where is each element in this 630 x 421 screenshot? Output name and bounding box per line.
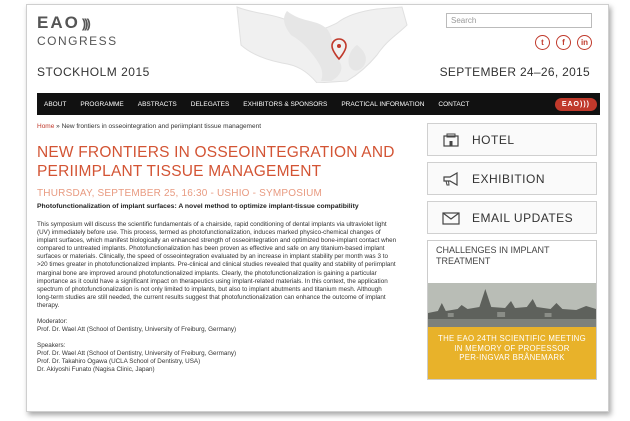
session-description: This symposium will discuss the scientific fundamentals of a chairside, rapid conditioning of dental implants via ultraviolet light (UV) immediately before use. This process, termed as photofunctionalization, induces marked physico-chemical changes of implant surfaces, which manifest biologically an enhanced strength of osseointegration and optimized bone-implant contact when compared to untreated implants. Photofunctionalization has been proven as effective and safe on any titanium-based implant surfaces or materials. Clinically, the speed of osseointegration evaluated by an increase in implant stability per month was 3 to >20 times greater in photofunctionalized implants. Pre-clinical and clinical studies revealed that quality and stability of periimplant marginal bone are improved around photofunctionalized implants. Clearly, the photofunctionalization is gaining a particular importance as it could have a significant impact on therapeutics using implant-related materials. In this context, the application spectrum of photofunctionalization is not only limited to implants, but also to implant abutments and titanium mesh. Although long-term studies are still needed, the current results suggest that photofunctionalization can enhance the outcome of implant therapy. [37, 221, 397, 309]
sidebar [427, 123, 597, 380]
memorial-banner[interactable] [427, 240, 597, 380]
nav-eao-logo[interactable]: EAO))) [555, 98, 597, 111]
logo-eao-text: EAO [37, 13, 80, 32]
main-navigation [37, 93, 600, 115]
moderator-name: Prof. Dr. Wael Att (School of Dentistry, University of Freiburg, Germany) [37, 326, 237, 334]
megaphone-icon [442, 172, 460, 186]
session-lead: Photofunctionalization of implant surfaces: A novel method to optimize implant-tissue compatibility [37, 203, 359, 210]
facebook-icon[interactable]: f [556, 35, 571, 50]
nav-about[interactable]: ABOUT [44, 100, 67, 108]
search-input[interactable]: Search [446, 13, 592, 28]
breadcrumb-home-link[interactable]: Home [37, 123, 55, 130]
hotel-icon [442, 133, 460, 147]
moderator-label: Moderator: [37, 318, 68, 326]
banner-tribute-line: PER-INGVAR BRÅNEMARK [459, 353, 565, 362]
exhibition-label: EXHIBITION [472, 171, 546, 186]
hotel-button[interactable] [427, 123, 597, 156]
linkedin-icon[interactable]: in [577, 35, 592, 50]
session-subtitle: THURSDAY, SEPTEMBER 25, 16:30 - USHIO - SYMPOSIUM [37, 188, 323, 199]
exhibition-button[interactable] [427, 162, 597, 195]
page-title: NEW FRONTIERS IN OSSEOINTEGRATION AND PERIIMPLANT TISSUE MANAGEMENT [37, 144, 395, 180]
session-people [37, 318, 397, 374]
browser-frame [26, 4, 609, 412]
congress-city: STOCKHOLM 2015 [37, 65, 150, 79]
main-content [37, 123, 397, 374]
scandinavia-map [227, 5, 417, 83]
twitter-icon[interactable]: t [535, 35, 550, 50]
eao-congress-logo[interactable] [37, 13, 127, 57]
banner-heading-line: CHALLENGES IN IMPLANT [436, 245, 550, 255]
breadcrumb [37, 123, 397, 130]
speaker-item: Dr. Akiyoshi Funato (Nagisa Clinic, Japan) [37, 366, 155, 374]
breadcrumb-current: » New frontiers in osseointegration and periimplant tissue management [54, 123, 262, 130]
hotel-label: HOTEL [472, 132, 515, 147]
stockholm-skyline-image [428, 283, 596, 329]
banner-tribute-line: THE EAO 24TH SCIENTIFIC MEETING [438, 334, 586, 343]
banner-tribute-line: IN MEMORY OF PROFESSOR [454, 343, 570, 353]
nav-exhibitors-sponsors[interactable]: EXHIBITORS & SPONSORS [243, 100, 328, 108]
email-updates-label: EMAIL UPDATES [472, 210, 574, 225]
banner-heading-line: TREATMENT [436, 256, 491, 266]
nav-contact[interactable]: CONTACT [438, 100, 470, 108]
speakers-label: Speakers: [37, 342, 66, 350]
congress-dates: SEPTEMBER 24–26, 2015 [439, 65, 590, 79]
nav-abstracts[interactable]: ABSTRACTS [137, 100, 177, 108]
email-updates-button[interactable] [427, 201, 597, 234]
logo-rings: ))) [81, 15, 89, 31]
nav-programme[interactable]: PROGRAMME [80, 100, 124, 108]
nav-practical-information[interactable]: PRACTICAL INFORMATION [341, 100, 425, 108]
social-links [535, 35, 592, 50]
speaker-item: Prof. Dr. Takahiro Ogawa (UCLA School of Dentistry, USA) [37, 358, 201, 366]
nav-delegates[interactable]: DELEGATES [190, 100, 230, 108]
envelope-icon [442, 211, 460, 225]
logo-congress-text: CONGRESS [37, 34, 118, 48]
speaker-item: Prof. Dr. Wael Att (School of Dentistry, University of Freiburg, Germany) [37, 350, 237, 358]
